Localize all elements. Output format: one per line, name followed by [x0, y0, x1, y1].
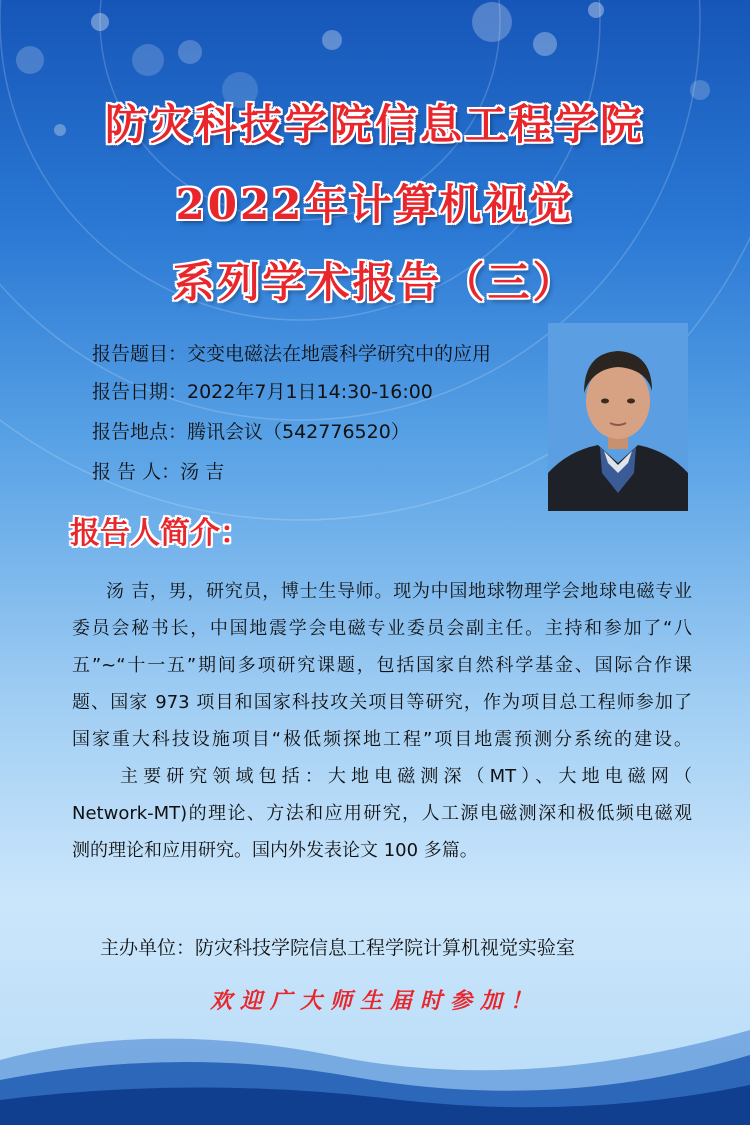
bio-line: Network-MT)的理论、方法和应用研究，人工源电磁测深和极低频电磁观	[72, 803, 692, 824]
bio-line: 测的理论和应用研究。国内外发表论文 100 多篇。	[72, 840, 478, 861]
speaker-photo	[548, 323, 688, 511]
bottom-waves-decoration	[0, 1000, 750, 1125]
report-location: 报告地点：腾讯会议（542776520）	[92, 421, 410, 443]
bio-line: 主要研究领域包括：大地电磁测深（MT）、大地电磁网（	[120, 766, 692, 787]
bio-line: 委员会秘书长，中国地震学会电磁专业委员会副主任。主持和参加了“八	[72, 618, 692, 639]
bio-heading: 报告人简介：	[70, 516, 250, 551]
bio-line: 五”~“十一五”期间多项研究课题，包括国家自然科学基金、国际合作课	[72, 655, 692, 676]
report-date: 报告日期：2022年7月1日14:30-16:00	[92, 381, 433, 403]
report-topic: 报告题目：交变电磁法在地震科学研究中的应用	[92, 343, 492, 365]
title-line-2: 2022年计算机视觉	[175, 180, 575, 229]
welcome-message: 欢迎广大师生届时参加！	[209, 988, 540, 1014]
title-line-3: 系列学术报告（三）	[172, 258, 578, 307]
title-line-1: 防灾科技学院信息工程学院	[104, 100, 645, 149]
speaker-portrait-icon	[548, 323, 688, 511]
bio-line: 国家重大科技设施项目“极低频探地工程”项目地震预测分系统的建设。	[72, 729, 692, 750]
bio-line: 汤 吉，男，研究员，博士生导师。现为中国地球物理学会地球电磁专业	[106, 581, 692, 602]
bio-line: 题、国家 973 项目和国家科技攻关项目等研究，作为项目总工程师参加了	[72, 692, 692, 713]
report-speaker: 报 告 人：汤 吉	[92, 461, 225, 483]
organizer: 主办单位：防灾科技学院信息工程学院计算机视觉实验室	[100, 937, 576, 959]
